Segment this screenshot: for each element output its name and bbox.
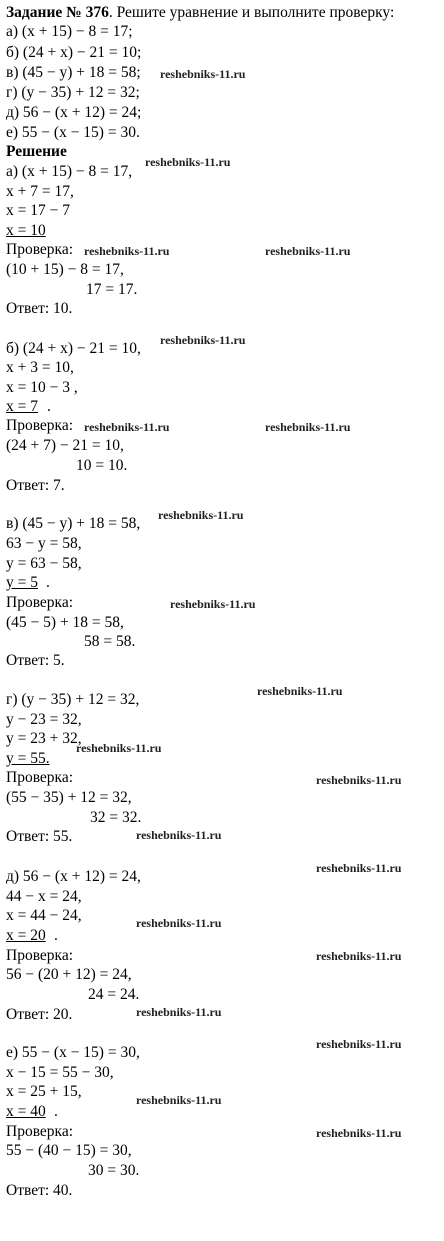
solution-a-step-2: x = 17 − 7 (6, 202, 70, 219)
task-item-d: д) 56 − (x + 12) = 24; (6, 104, 142, 121)
solution-v-result-dot: . (46, 574, 50, 591)
solution-v-check-label: Проверка: (6, 594, 74, 611)
solution-g-step-1: y − 23 = 32, (6, 711, 82, 728)
solution-g-result: y = 55. (6, 750, 50, 767)
solution-g-check-label: Проверка: (6, 769, 74, 786)
watermark: reshebniks-11.ru (136, 1093, 222, 1107)
task-item-b: б) (24 + x) − 21 = 10; (6, 44, 142, 61)
solution-e-check-label: Проверка: (6, 1123, 74, 1140)
solution-e-result: x = 40 (6, 1103, 46, 1120)
watermark: reshebniks-11.ru (316, 949, 402, 963)
watermark: reshebniks-11.ru (84, 244, 170, 258)
solution-b-answer: Ответ: 7. (6, 477, 65, 494)
solution-d-step-2: x = 44 − 24, (6, 907, 82, 924)
solution-v-answer: Ответ: 5. (6, 652, 65, 669)
solution-b-check-2: 10 = 10. (76, 457, 128, 474)
solution-b-check-label: Проверка: (6, 417, 74, 434)
solution-b-result: x = 7 (6, 398, 38, 415)
solution-d-equation: д) 56 − (x + 12) = 24, (6, 868, 141, 885)
solution-v-step-2: y = 63 − 58, (6, 555, 82, 572)
solution-e-step-1: x − 15 = 55 − 30, (6, 1064, 114, 1081)
watermark: reshebniks-11.ru (316, 773, 402, 787)
solution-b-step-1: x + 3 = 10, (6, 359, 74, 376)
task-title: Задание № 376 (6, 4, 109, 21)
watermark: reshebniks-11.ru (145, 155, 231, 169)
solution-b-check-1: (24 + 7) − 21 = 10, (6, 437, 124, 454)
watermark: reshebniks-11.ru (136, 1005, 222, 1019)
solution-b-equation: б) (24 + x) − 21 = 10, (6, 340, 141, 357)
watermark: reshebniks-11.ru (257, 684, 343, 698)
solution-v-result: y = 5 (6, 574, 38, 591)
solution-a-check-2: 17 = 17. (86, 281, 138, 298)
watermark: reshebniks-11.ru (160, 67, 246, 81)
solution-b-result-dot: . (47, 398, 51, 415)
solution-e-equation: е) 55 − (x − 15) = 30, (6, 1044, 140, 1061)
watermark: reshebniks-11.ru (136, 828, 222, 842)
solution-d-result: x = 20 (6, 927, 46, 944)
solution-e-result-dot: . (54, 1103, 58, 1120)
watermark: reshebniks-11.ru (84, 420, 170, 434)
solution-g-check-1: (55 − 35) + 12 = 32, (6, 789, 132, 806)
task-item-v: в) (45 − y) + 18 = 58; (6, 64, 141, 81)
watermark: reshebniks-11.ru (76, 741, 162, 755)
watermark: reshebniks-11.ru (316, 1037, 402, 1051)
task-item-g: г) (y − 35) + 12 = 32; (6, 84, 140, 101)
solution-v-check-2: 58 = 58. (84, 633, 136, 650)
solution-d-answer: Ответ: 20. (6, 1006, 73, 1023)
solution-e-answer: Ответ: 40. (6, 1182, 73, 1199)
task-item-a: а) (x + 15) − 8 = 17; (6, 23, 133, 40)
task-item-e: е) 55 − (x − 15) = 30. (6, 124, 140, 141)
watermark: reshebniks-11.ru (265, 420, 351, 434)
solution-g-step-2: y = 23 + 32, (6, 730, 82, 747)
solution-v-check-1: (45 − 5) + 18 = 58, (6, 614, 124, 631)
solution-g-answer: Ответ: 55. (6, 828, 73, 845)
solution-b-step-2: x = 10 − 3 , (6, 379, 78, 396)
watermark: reshebniks-11.ru (170, 597, 256, 611)
watermark: reshebniks-11.ru (265, 244, 351, 258)
solution-a-equation: а) (x + 15) − 8 = 17, (6, 163, 133, 180)
solution-heading: Решение (6, 143, 67, 160)
solution-e-check-1: 55 − (40 − 15) = 30, (6, 1142, 132, 1159)
solution-e-check-2: 30 = 30. (88, 1162, 140, 1179)
watermark: reshebniks-11.ru (316, 1126, 402, 1140)
solution-a-step-1: x + 7 = 17, (6, 183, 74, 200)
solution-g-equation: г) (y − 35) + 12 = 32, (6, 691, 140, 708)
solution-v-step-1: 63 − y = 58, (6, 535, 82, 552)
solution-d-check-1: 56 − (20 + 12) = 24, (6, 966, 132, 983)
solution-a-check-label: Проверка: (6, 241, 74, 258)
watermark: reshebniks-11.ru (160, 333, 246, 347)
solution-e-step-2: x = 25 + 15, (6, 1083, 82, 1100)
task-header (6, 3, 394, 22)
solution-d-step-1: 44 − x = 24, (6, 888, 82, 905)
watermark: reshebniks-11.ru (158, 508, 244, 522)
watermark: reshebniks-11.ru (316, 861, 402, 875)
solution-d-check-2: 24 = 24. (88, 986, 140, 1003)
solution-g-check-2: 32 = 32. (90, 809, 142, 826)
solution-d-result-dot: . (54, 927, 58, 944)
solution-d-check-label: Проверка: (6, 947, 74, 964)
solution-a-answer: Ответ: 10. (6, 300, 73, 317)
watermark: reshebniks-11.ru (136, 916, 222, 930)
task-prompt: . Решите уравнение и выполните проверку: (108, 4, 395, 21)
solution-a-result: x = 10 (6, 222, 46, 239)
solution-v-equation: в) (45 − y) + 18 = 58, (6, 515, 141, 532)
solution-a-check-1: (10 + 15) − 8 = 17, (6, 261, 124, 278)
